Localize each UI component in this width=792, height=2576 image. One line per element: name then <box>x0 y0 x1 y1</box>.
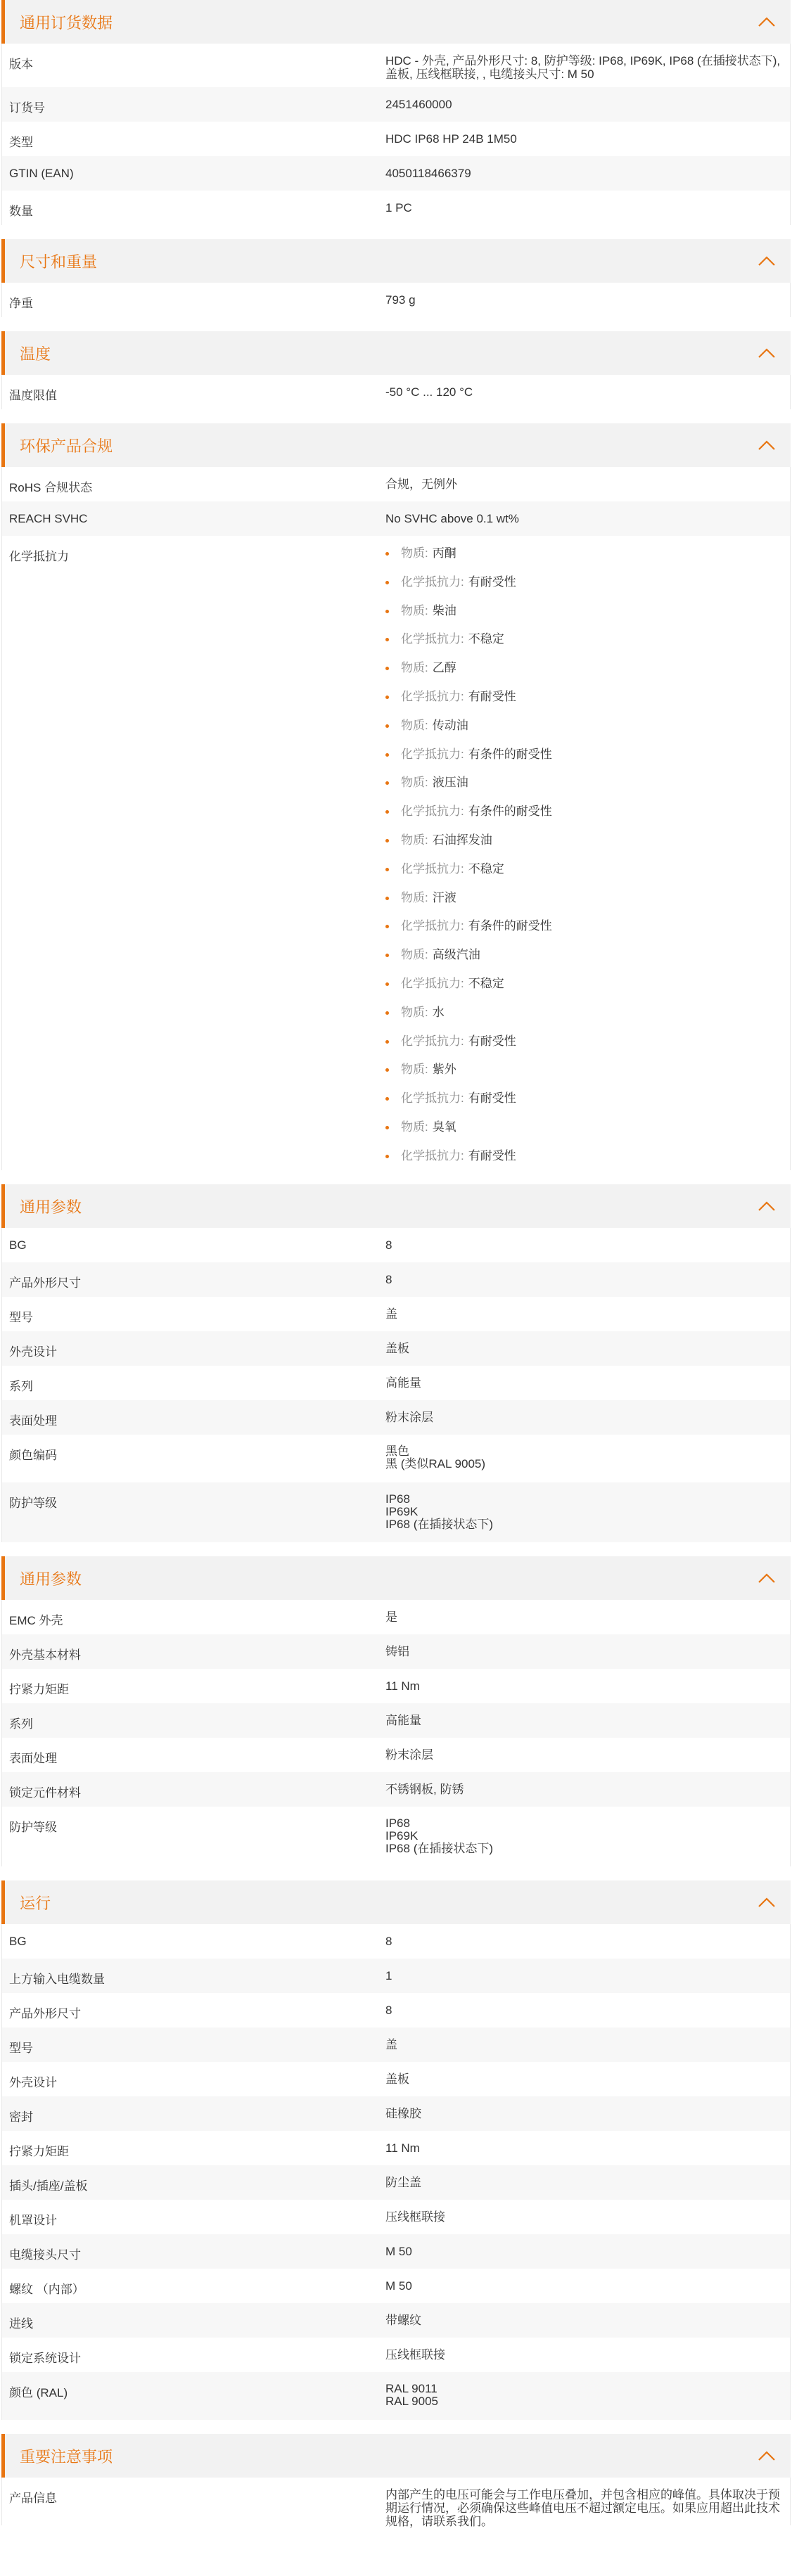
row-value: 793 g <box>385 293 416 307</box>
row-label: 温度限值 <box>9 389 57 402</box>
list-item <box>385 805 783 833</box>
section-gap <box>1 225 791 239</box>
item-key: 化学抵抗力: <box>401 976 464 990</box>
table-row <box>2 2131 790 2165</box>
table-row <box>2 1297 790 1331</box>
list-item <box>385 919 783 948</box>
item-value: 传动油 <box>432 718 468 732</box>
table-row <box>2 2234 790 2269</box>
table-row <box>2 2200 790 2234</box>
table-row <box>2 2062 790 2096</box>
row-value: IP68 IP69K IP68 (在插接状态下) <box>385 1816 494 1855</box>
row-value: 8 <box>385 2004 392 2017</box>
table-row <box>2 2027 790 2062</box>
item-key: 物质: <box>401 948 428 962</box>
table-row <box>2 1228 790 1262</box>
row-value: 压线框联接 <box>385 2210 445 2224</box>
chevron-up-icon[interactable] <box>757 2449 777 2462</box>
table-row <box>2 44 790 87</box>
table-row <box>2 1366 790 1400</box>
row-value: 高能量 <box>385 1376 421 1390</box>
spec-table <box>1 1600 791 1866</box>
row-label: 插头/插座/盖板 <box>9 2179 88 2193</box>
spec-table <box>1 375 791 409</box>
row-value: 11 Nm <box>385 1679 420 1693</box>
table-row-chemical-resistance <box>2 536 790 1170</box>
table-row <box>2 1993 790 2027</box>
section-gap <box>1 409 791 423</box>
item-key: 物质: <box>401 718 428 732</box>
chevron-up-icon[interactable] <box>757 255 777 267</box>
item-key: 物质: <box>401 1005 428 1019</box>
row-value: 2451460000 <box>385 98 452 111</box>
row-label: REACH SVHC <box>9 512 88 525</box>
section-gap <box>1 317 791 331</box>
row-label: 净重 <box>9 297 33 310</box>
row-label: GTIN (EAN) <box>9 167 74 180</box>
item-value: 石油挥发油 <box>432 833 492 847</box>
row-value: 硅橡胶 <box>385 2107 421 2120</box>
chevron-up-icon[interactable] <box>757 347 777 359</box>
row-label: 密封 <box>9 2110 33 2124</box>
row-label: 版本 <box>9 58 33 71</box>
table-row <box>2 1600 790 1634</box>
item-key: 化学抵抗力: <box>401 575 464 589</box>
table-row <box>2 87 790 122</box>
row-value: 1 <box>385 1969 392 1982</box>
row-value: No SVHC above 0.1 wt% <box>385 512 519 525</box>
table-row <box>2 156 790 191</box>
item-value: 有耐受性 <box>468 689 516 703</box>
row-label: 电缆接头尺寸 <box>9 2248 81 2262</box>
list-item <box>385 575 783 604</box>
section-header-general1[interactable] <box>1 1184 791 1228</box>
item-key: 物质: <box>401 890 428 904</box>
row-label: 防护等级 <box>9 1821 57 1834</box>
item-value: 乙醇 <box>432 661 456 675</box>
section-gap <box>1 1542 791 1556</box>
table-row <box>2 375 790 409</box>
table-row <box>2 2478 790 2528</box>
row-value: 高能量 <box>385 1714 421 1727</box>
item-key: 化学抵抗力: <box>401 747 464 761</box>
table-row <box>2 191 790 225</box>
table-row <box>2 2269 790 2303</box>
row-label: 进线 <box>9 2317 33 2331</box>
item-key: 化学抵抗力: <box>401 919 464 933</box>
table-row <box>2 1772 790 1807</box>
row-value: 8 <box>385 1935 392 1948</box>
list-item <box>385 690 783 719</box>
table-row <box>2 1924 790 1959</box>
row-label: 数量 <box>9 205 33 218</box>
row-label: 锁定系统设计 <box>9 2352 81 2365</box>
row-value: 防尘盖 <box>385 2176 421 2189</box>
chevron-up-icon[interactable] <box>757 1572 777 1584</box>
row-value: 铸铝 <box>385 1645 409 1658</box>
section-header-notes[interactable] <box>1 2434 791 2478</box>
row-label: 化学抵抗力 <box>9 550 69 563</box>
row-label: 机罩设计 <box>9 2214 57 2227</box>
item-value: 有条件的耐受性 <box>468 919 552 933</box>
table-row <box>2 2165 790 2200</box>
item-value: 不稳定 <box>468 976 504 990</box>
item-value: 有条件的耐受性 <box>468 747 552 761</box>
list-item <box>385 1120 783 1149</box>
table-row <box>2 1738 790 1772</box>
list-item <box>385 1149 783 1178</box>
row-value: HDC - 外壳, 产品外形尺寸: 8, 防护等级: IP68, IP69K, IP68 (在插接状态下), 盖板, 压线框联接, , 电缆接头尺寸: M 50 <box>385 54 781 81</box>
table-row <box>2 2338 790 2372</box>
chevron-up-icon[interactable] <box>757 439 777 451</box>
row-label: 防护等级 <box>9 1497 57 1510</box>
row-label: 产品外形尺寸 <box>9 1276 81 1290</box>
row-label: BG <box>9 1238 27 1252</box>
row-label: 外壳设计 <box>9 2076 57 2089</box>
item-value: 有条件的耐受性 <box>468 805 552 819</box>
list-item <box>385 1034 783 1063</box>
item-key: 物质: <box>401 661 428 675</box>
item-value: 有耐受性 <box>468 1148 516 1162</box>
table-row <box>2 1703 790 1738</box>
table-row <box>2 1634 790 1669</box>
table-row <box>2 283 790 317</box>
item-key: 化学抵抗力: <box>401 861 464 876</box>
item-key: 化学抵抗力: <box>401 805 464 819</box>
table-row <box>2 1669 790 1703</box>
row-label: RoHS 合规状态 <box>9 481 93 494</box>
item-key: 物质: <box>401 776 428 790</box>
item-value: 液压油 <box>432 776 468 790</box>
row-value: M 50 <box>385 2245 412 2258</box>
item-value: 臭氧 <box>432 1120 456 1134</box>
spec-table <box>1 2478 791 2528</box>
item-value: 不稳定 <box>468 632 504 646</box>
row-value: 粉末涂层 <box>385 1411 433 1424</box>
row-value: 压线框联接 <box>385 2348 445 2362</box>
table-row <box>2 1435 790 1482</box>
item-key: 化学抵抗力: <box>401 632 464 646</box>
row-value: 内部产生的电压可能会与工作电压叠加，并包含相应的峰值。具体取决于预期运行情况，必须确保这些峰值电压不超过额定电压。如果应用超出此技术规格，请联系我们。 <box>385 2488 780 2528</box>
row-value: 盖 <box>385 1307 397 1321</box>
section-general1 <box>1 1184 791 1556</box>
row-label: 外壳设计 <box>9 1345 57 1359</box>
item-value: 高级汽油 <box>432 948 480 962</box>
list-item <box>385 719 783 748</box>
row-value: RAL 9011 RAL 9005 <box>385 2382 438 2408</box>
list-item <box>385 1063 783 1091</box>
spec-table <box>1 1924 791 2420</box>
item-key: 物质: <box>401 546 428 560</box>
item-value: 水 <box>432 1005 445 1019</box>
row-value: 11 Nm <box>385 2141 420 2155</box>
table-row <box>2 2096 790 2131</box>
list-item <box>385 748 783 776</box>
table-row <box>2 2303 790 2338</box>
section-title: 环保产品合规 <box>20 437 113 455</box>
row-label: 产品外形尺寸 <box>9 2007 81 2020</box>
section-title: 通用参数 <box>20 1570 82 1588</box>
item-value: 汗液 <box>432 890 456 904</box>
row-label: 外壳基本材料 <box>9 1648 81 1662</box>
section-title: 重要注意事项 <box>20 2447 113 2466</box>
row-label: 表面处理 <box>9 1414 57 1428</box>
section-notes <box>1 2434 791 2539</box>
section-header-environment[interactable] <box>1 423 791 467</box>
section-title: 通用参数 <box>20 1198 82 1216</box>
row-label: 表面处理 <box>9 1752 57 1765</box>
item-key: 化学抵抗力: <box>401 1091 464 1106</box>
chevron-up-icon[interactable] <box>757 15 777 28</box>
item-key: 物质: <box>401 603 428 617</box>
item-value: 柴油 <box>432 603 456 617</box>
item-key: 化学抵抗力: <box>401 689 464 703</box>
row-label: 锁定元件材料 <box>9 1786 81 1800</box>
section-title: 通用订货数据 <box>20 13 113 32</box>
table-row <box>2 1482 790 1542</box>
item-key: 物质: <box>401 833 428 847</box>
section-temperature <box>1 331 791 423</box>
section-general2 <box>1 1556 791 1880</box>
section-operation <box>1 1880 791 2434</box>
item-value: 有耐受性 <box>468 1091 516 1106</box>
row-label: BG <box>9 1935 27 1948</box>
spec-table <box>1 44 791 225</box>
row-label: 类型 <box>9 136 33 149</box>
chevron-up-icon[interactable] <box>757 1200 777 1212</box>
list-item <box>385 1006 783 1034</box>
item-value: 不稳定 <box>468 861 504 876</box>
row-label: 上方输入电缆数量 <box>9 1973 105 1986</box>
row-value: 8 <box>385 1238 392 1252</box>
section-dimensions <box>1 239 791 331</box>
row-value: 不锈钢板, 防锈 <box>385 1783 464 1796</box>
table-row <box>2 1400 790 1435</box>
row-value: 合规，无例外 <box>385 478 457 491</box>
row-label: 螺纹 （内部） <box>9 2283 84 2296</box>
row-value: 盖板 <box>385 2072 409 2086</box>
row-label: 产品信息 <box>9 2492 57 2505</box>
item-key: 化学抵抗力: <box>401 1034 464 1048</box>
table-row <box>2 1331 790 1366</box>
list-item <box>385 661 783 690</box>
list-item <box>385 948 783 977</box>
item-value: 丙酮 <box>432 546 456 560</box>
section-header-temperature[interactable] <box>1 331 791 375</box>
row-value: -50 °C ... 120 °C <box>385 385 473 399</box>
row-label: 拧紧力矩距 <box>9 1683 69 1696</box>
chemical-resistance-list <box>385 536 790 1170</box>
table-row <box>2 501 790 536</box>
section-header-operation[interactable] <box>1 1880 791 1924</box>
list-item <box>385 891 783 920</box>
chevron-up-icon[interactable] <box>757 1896 777 1909</box>
row-label: 系列 <box>9 1717 33 1731</box>
section-title: 尺寸和重量 <box>20 252 98 271</box>
list-item <box>385 776 783 805</box>
list-item <box>385 604 783 633</box>
item-key: 物质: <box>401 1120 428 1134</box>
table-row <box>2 2372 790 2420</box>
spec-table <box>1 283 791 317</box>
spec-table <box>1 1228 791 1542</box>
section-order <box>1 0 791 239</box>
row-label: 拧紧力矩距 <box>9 2145 69 2158</box>
table-row <box>2 1262 790 1297</box>
section-title: 运行 <box>20 1894 51 1912</box>
row-label: 型号 <box>9 2042 33 2055</box>
row-value: 是 <box>385 1610 397 1624</box>
row-value: 4050118466379 <box>385 167 471 180</box>
table-row <box>2 1959 790 1993</box>
list-item <box>385 862 783 891</box>
row-label: 型号 <box>9 1311 33 1324</box>
section-gap <box>1 2420 791 2434</box>
row-value: 8 <box>385 1273 392 1286</box>
list-item <box>385 833 783 862</box>
row-label: 订货号 <box>9 101 45 115</box>
row-value: 粉末涂层 <box>385 1748 433 1762</box>
table-row <box>2 467 790 501</box>
item-value: 有耐受性 <box>468 1034 516 1048</box>
row-value: 盖板 <box>385 1342 409 1355</box>
row-label: 系列 <box>9 1380 33 1393</box>
item-value: 有耐受性 <box>468 575 516 589</box>
row-value: 黑色 黑 (类似RAL 9005) <box>385 1444 486 1470</box>
row-value: 1 PC <box>385 201 412 214</box>
section-header-order[interactable] <box>1 0 791 44</box>
item-key: 化学抵抗力: <box>401 1148 464 1162</box>
list-item <box>385 632 783 661</box>
section-header-dimensions[interactable] <box>1 239 791 283</box>
section-environment <box>1 423 791 1184</box>
list-item <box>385 977 783 1006</box>
item-value: 紫外 <box>432 1063 456 1077</box>
section-title: 温度 <box>20 345 51 363</box>
item-key: 物质: <box>401 1063 428 1077</box>
section-header-general2[interactable] <box>1 1556 791 1600</box>
table-row <box>2 122 790 156</box>
spec-table <box>1 467 791 1170</box>
row-value: 带螺纹 <box>385 2314 421 2327</box>
row-value: M 50 <box>385 2279 412 2293</box>
section-gap <box>1 1866 791 1880</box>
list-item <box>385 1091 783 1120</box>
row-value: IP68 IP69K IP68 (在插接状态下) <box>385 1492 494 1531</box>
row-value: 盖 <box>385 2038 397 2051</box>
row-value: HDC IP68 HP 24B 1M50 <box>385 132 517 146</box>
row-label: EMC 外壳 <box>9 1614 63 1627</box>
row-label: 颜色 (RAL) <box>9 2386 68 2399</box>
table-row <box>2 1807 790 1866</box>
list-item <box>385 546 783 575</box>
row-label: 颜色编码 <box>9 1449 57 1462</box>
